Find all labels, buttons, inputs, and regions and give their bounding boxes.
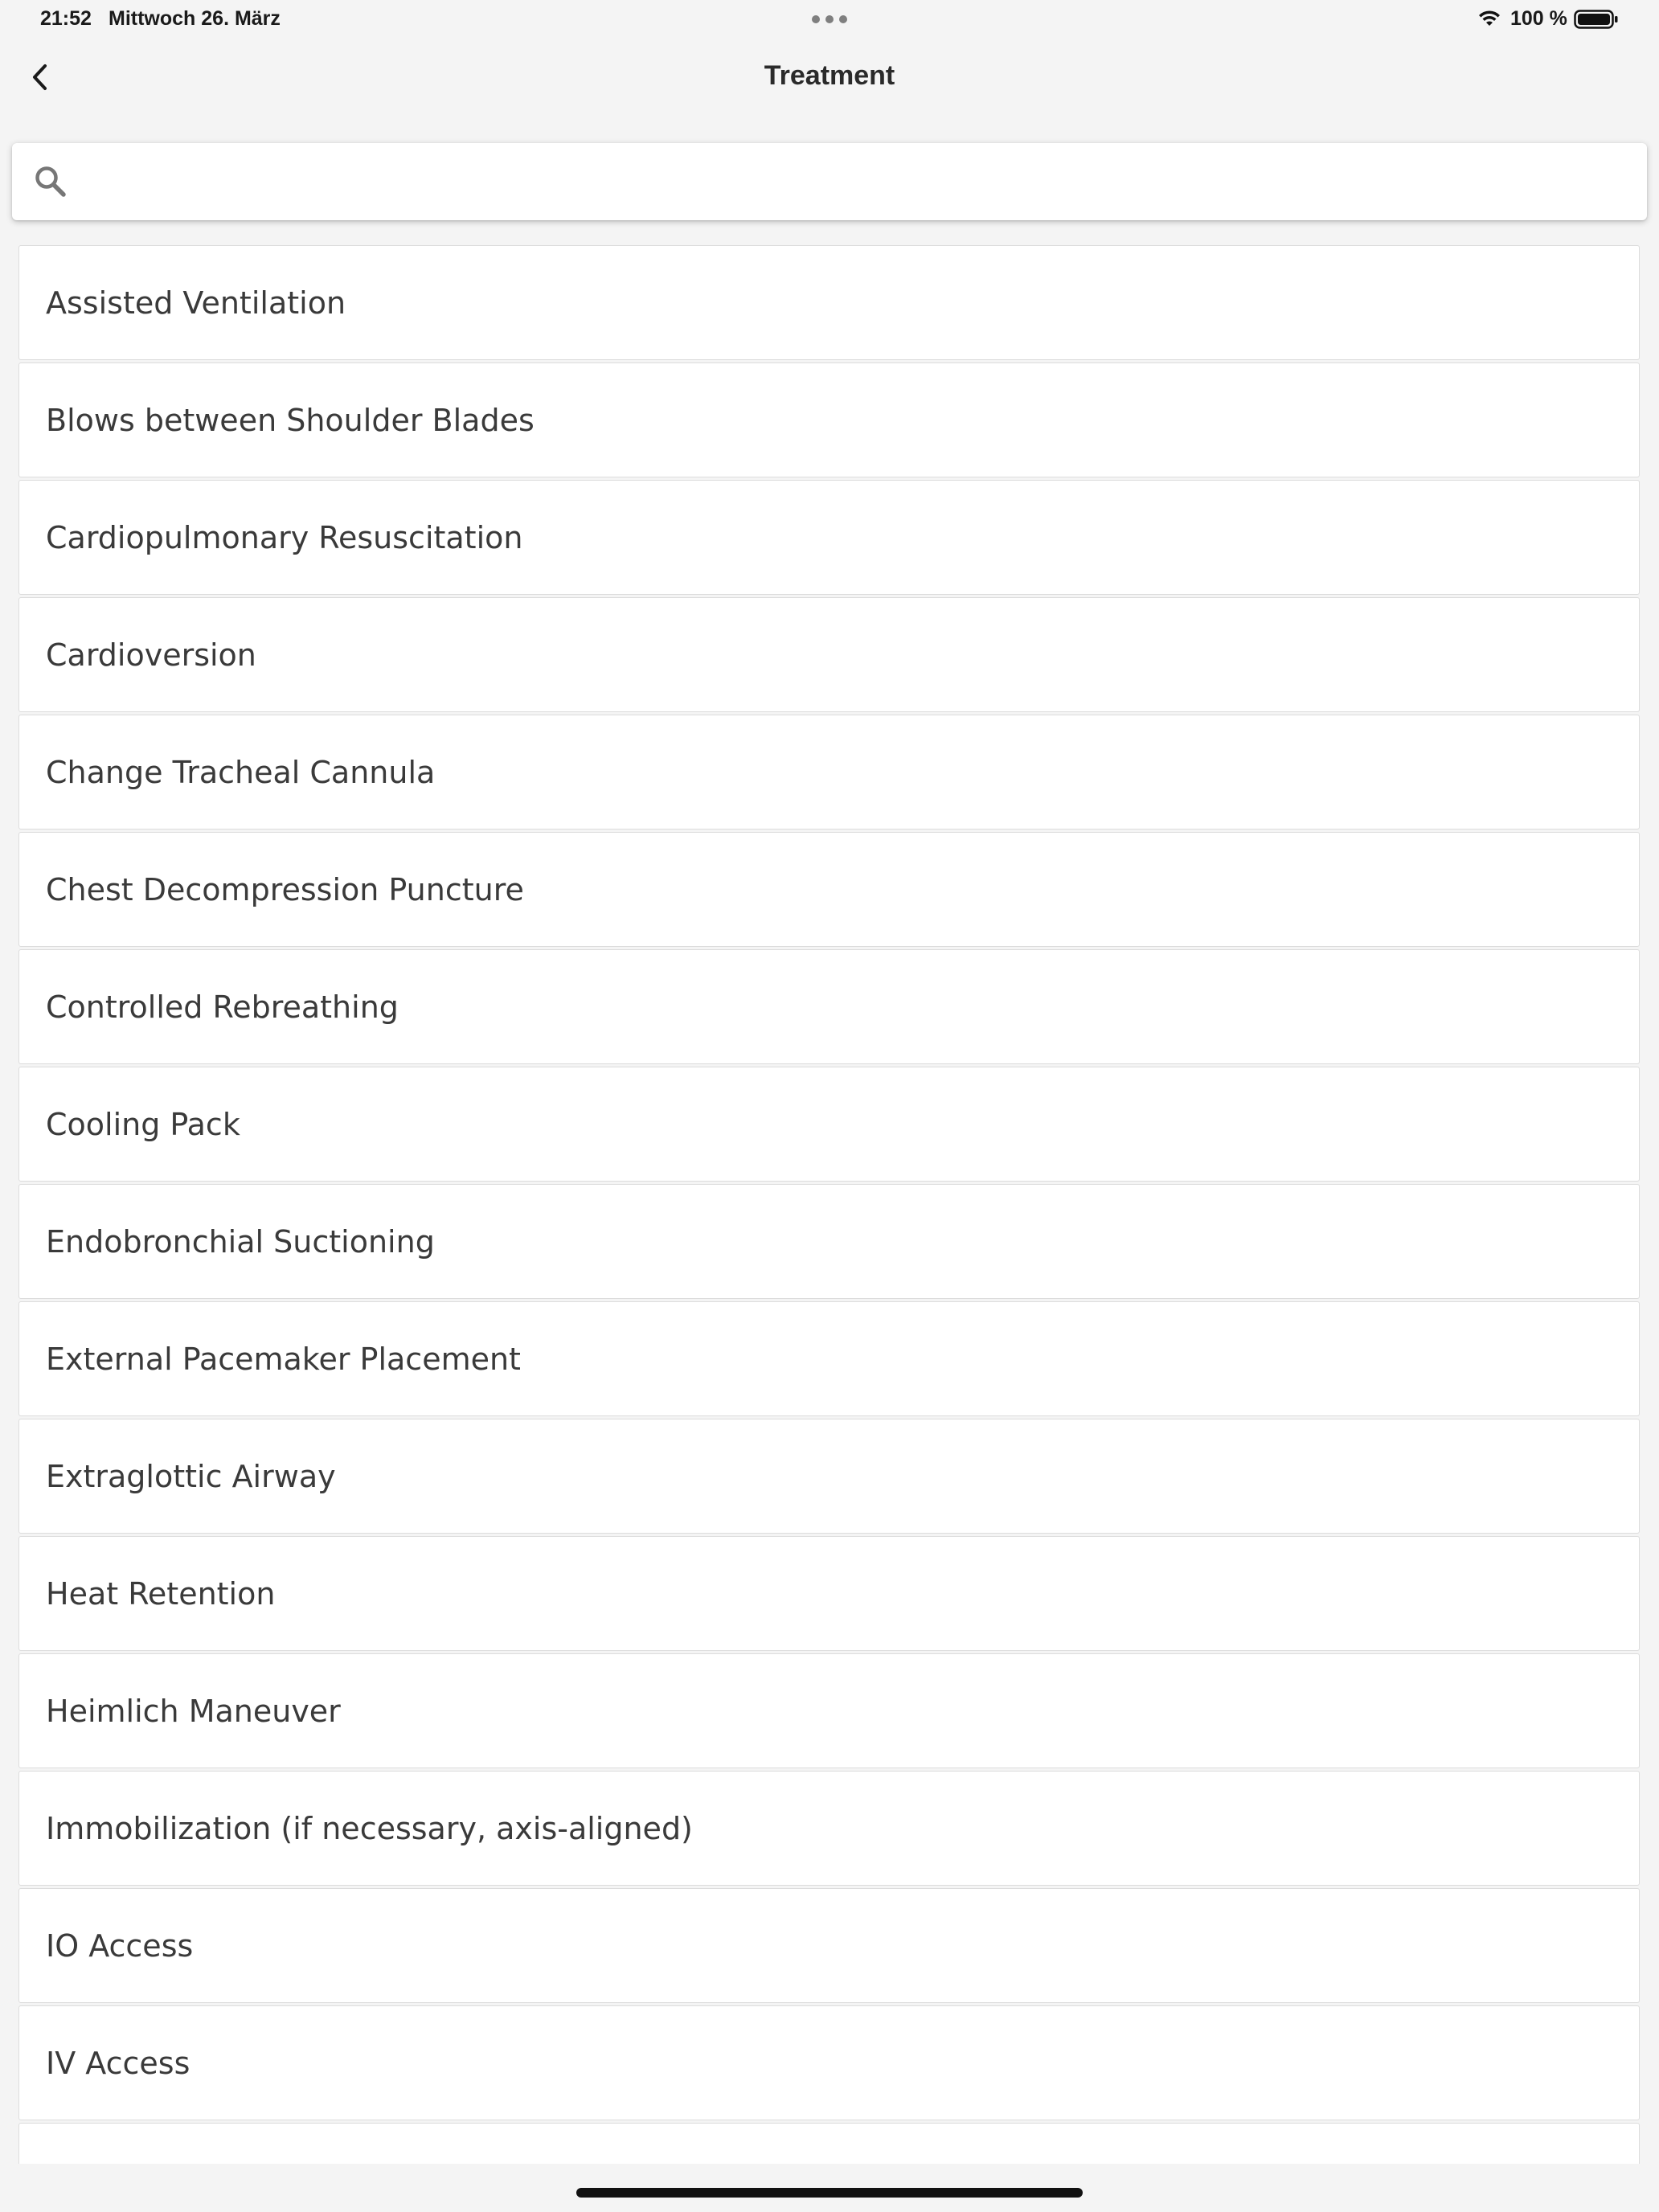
- list-item-label: IV Access: [46, 2045, 190, 2081]
- list-item-label: Extraglottic Airway: [46, 1458, 336, 1494]
- home-indicator[interactable]: [576, 2188, 1083, 2198]
- page-title: Treatment: [764, 60, 895, 91]
- list-item[interactable]: [18, 2123, 1640, 2164]
- list-item[interactable]: [18, 597, 1640, 712]
- list-item-label: Blows between Shoulder Blades: [46, 402, 535, 438]
- list-item-label: Immobilization (if necessary, axis-aligned): [46, 1810, 693, 1846]
- list-item[interactable]: [18, 1419, 1640, 1534]
- list-item-label: Chest Decompression Puncture: [46, 871, 524, 907]
- list-item[interactable]: [18, 1653, 1640, 1768]
- list-item-label: IO Access: [46, 1927, 194, 1964]
- list-item-label: Heat Retention: [46, 1575, 276, 1612]
- search-input[interactable]: [86, 158, 1632, 207]
- list-item[interactable]: [18, 245, 1640, 360]
- list-item-label: Controlled Rebreathing: [46, 989, 399, 1025]
- list-item[interactable]: [18, 2005, 1640, 2120]
- list-item-label: External Pacemaker Placement: [46, 1341, 521, 1377]
- list-item[interactable]: [18, 1301, 1640, 1416]
- list-item-label: Heimlich Maneuver: [46, 1693, 341, 1729]
- treatment-list: [18, 245, 1640, 2164]
- search-bar[interactable]: [12, 143, 1647, 220]
- multitask-dots-icon[interactable]: [812, 15, 847, 23]
- list-item[interactable]: [18, 1184, 1640, 1299]
- list-item[interactable]: [18, 363, 1640, 477]
- list-item-label: Change Tracheal Cannula: [46, 754, 436, 790]
- list-item-label: Cardiopulmonary Resuscitation: [46, 519, 523, 555]
- navigation-bar: [0, 39, 1659, 119]
- battery-percentage: 100 %: [1510, 7, 1567, 30]
- list-item-label: Cardioversion: [46, 637, 256, 673]
- list-item[interactable]: [18, 715, 1640, 830]
- wifi-icon: [1477, 9, 1501, 28]
- list-item[interactable]: [18, 832, 1640, 947]
- list-item[interactable]: [18, 949, 1640, 1064]
- list-item[interactable]: [18, 1888, 1640, 2003]
- list-item[interactable]: [18, 1067, 1640, 1182]
- status-time: 21:52: [40, 7, 92, 30]
- list-item[interactable]: [18, 1771, 1640, 1886]
- list-item[interactable]: [18, 480, 1640, 595]
- search-icon: [33, 164, 68, 199]
- list-item-label: Endobronchial Suctioning: [46, 1223, 435, 1260]
- list-item[interactable]: [18, 1536, 1640, 1651]
- battery-icon: [1574, 9, 1619, 30]
- list-item-label: Assisted Ventilation: [46, 285, 346, 321]
- list-item-label: Cooling Pack: [46, 1106, 240, 1142]
- status-date: Mittwoch 26. März: [109, 7, 281, 30]
- status-bar: [0, 0, 1659, 39]
